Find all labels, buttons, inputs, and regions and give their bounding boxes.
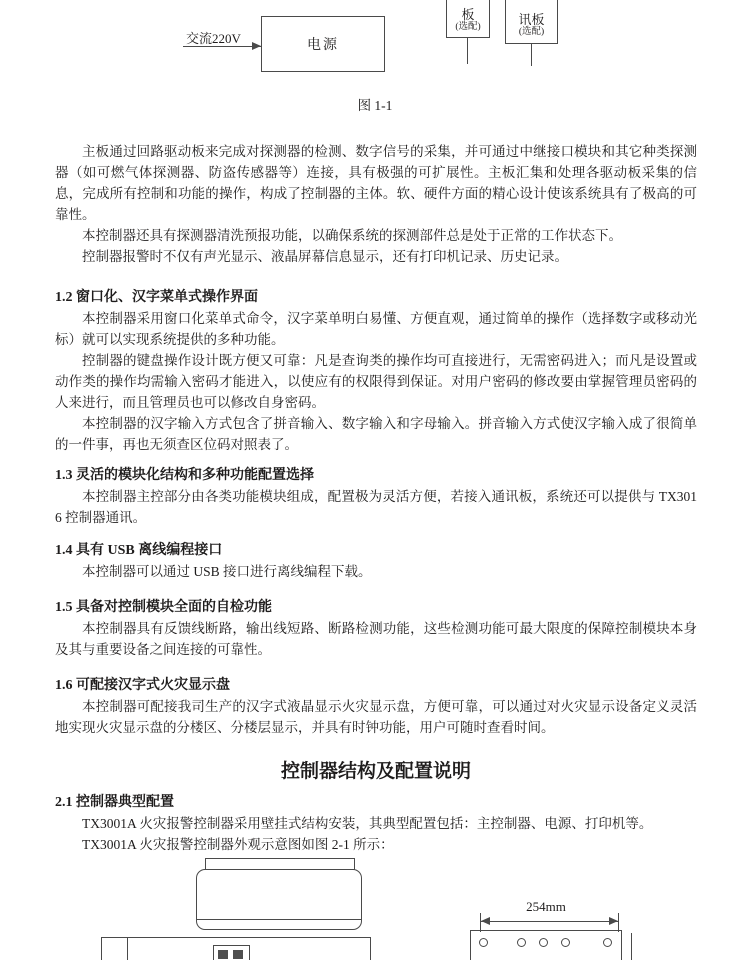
arrow-left-icon	[481, 917, 490, 925]
paragraph-2-1-2: TX3001A 火灾报警控制器外观示意图如图 2-1 所示：	[82, 837, 394, 852]
chapter-2-title: 控制器结构及配置说明	[280, 761, 471, 782]
heading-1-4: 1.4 具有 USB 离线编程接口	[55, 543, 223, 558]
cabinet-top-view-outline	[196, 869, 362, 930]
cabinet-top-edge-line	[197, 919, 361, 920]
ac-220v-label: 交流220V	[186, 31, 241, 46]
paragraph-intro-3: 控制器报警时不仅有声光显示、液晶屏幕信息显示，还有打印机记录、历史记录。	[82, 249, 568, 264]
paragraph-intro-2: 本控制器还具有探测器清洗预报功能，以确保系统的探测部件总是处于正常的工作状态下。	[82, 228, 622, 243]
heading-1-6: 1.6 可配接汉字式火灾显示盘	[55, 678, 230, 693]
optional-board-2-note: (选配)	[518, 27, 545, 37]
optional-board-1-label: 板	[461, 7, 475, 22]
paragraph-1-6-1: 本控制器可配接我司生产的汉字式液晶显示火灾显示盘，方便可靠，可以通过对火灾显示设备定义灵活地实现火灾显示盘的分楼区、分楼层显示，并具有时钟功能，用户可随时查看时间。	[55, 699, 697, 735]
paragraph-intro-1: 主板通过回路驱动板来完成对探测器的检测、数字信号的采集，并可通过中继接口模块和其它种类探测器（如可燃气体探测器、防盗传感器等）连接，具有极强的可扩展性。主板汇集和处理各驱动板采集的信息，完成所有控制和功能的操作，构成了控制器的主体。软、硬件方面的精心设计使该系统具有了极高的可靠性。	[55, 144, 697, 222]
mounting-hole	[603, 938, 612, 947]
paragraph-2-1-1: TX3001A 火灾报警控制器采用壁挂式结构安装，其典型配置包括：主控制器、电源、打印机等。	[82, 816, 653, 831]
paragraph-1-5-1: 本控制器具有反馈线断路，输出线短路、断路检测功能，这些检测功能可最大限度的保障控制模块本身及其与重要设备之间连接的可靠性。	[55, 621, 697, 657]
connector-line	[531, 44, 532, 66]
power-supply-label: 电源	[307, 38, 339, 53]
heading-2-1: 2.1 控制器典型配置	[55, 795, 174, 810]
document-body	[55, 141, 697, 855]
paragraph-1-2-1: 本控制器采用窗口化菜单式命令，汉字菜单明白易懂、方便直观，通过简单的操作（选择数字或移动光标）就可以实现系统提供的多种功能。	[55, 311, 697, 347]
dimension-label-254mm: 254mm	[526, 899, 566, 914]
heading-1-5: 1.5 具备对控制模块全面的自检功能	[55, 600, 272, 615]
arrow-right-icon	[252, 42, 261, 50]
figure-2-1	[0, 853, 750, 960]
paragraph-1-4-1: 本控制器可以通过 USB 接口进行离线编程下载。	[82, 564, 372, 579]
heading-1-2: 1.2 窗口化、汉字菜单式操作界面	[55, 290, 258, 305]
mounting-hole	[479, 938, 488, 947]
mounting-hole	[517, 938, 526, 947]
mounting-hole	[561, 938, 570, 947]
panel-key-rect	[233, 950, 243, 959]
optional-board-2-label: 讯板	[518, 12, 545, 27]
optional-board-box-1	[446, 0, 490, 38]
cabinet-door-edge-line	[127, 937, 128, 960]
dimension-extension-line	[618, 913, 619, 932]
heading-1-3: 1.3 灵活的模块化结构和多种功能配置选择	[55, 468, 314, 483]
figure-1-1-caption: 图 1-1	[357, 98, 393, 113]
paragraph-1-2-3: 本控制器的汉字输入方式包含了拼音输入、数字输入和字母输入。拼音输入方式使汉字输入成了很简单的一件事，再也无须查区位码对照表了。	[55, 416, 697, 452]
connector-line	[183, 46, 261, 47]
paragraph-1-3-1: 本控制器主控部分由各类功能模块组成，配置极为灵活方便，若接入通讯板，系统还可以提供与 TX3016 控制器通讯。	[55, 489, 697, 525]
panel-key-rect	[218, 950, 228, 959]
paragraph-1-2-2: 控制器的键盘操作设计既方便又可靠：凡是查询类的操作均可直接进行，无需密码进入；而凡是设置或动作类的操作均需输入密码才能进入，以使应有的权限得到保证。对用户密码的修改要由掌握管理员密码的人来进行，而且管理员也可以修改自身密码。	[55, 353, 697, 410]
plate-side-line	[631, 933, 632, 960]
dimension-line	[481, 921, 618, 922]
connector-line	[467, 38, 468, 64]
optional-board-box-2	[505, 0, 558, 44]
power-supply-box	[261, 16, 385, 72]
figure-1-1	[0, 0, 750, 132]
optional-board-1-note: (选配)	[455, 22, 481, 32]
mounting-hole	[539, 938, 548, 947]
arrow-right-icon	[609, 917, 618, 925]
